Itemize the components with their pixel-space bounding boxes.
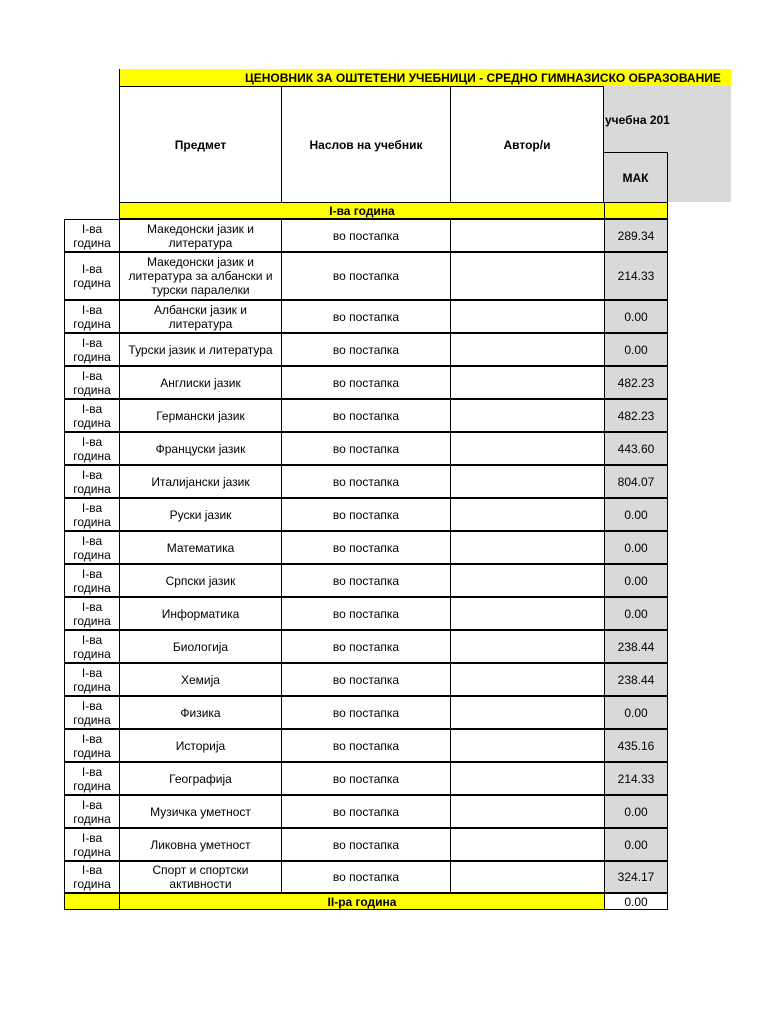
cell-price: 238.44 [604, 663, 668, 696]
cell-price: 804.07 [604, 465, 668, 498]
cell-authors [450, 597, 604, 630]
cell-year: I-ва година [64, 696, 119, 729]
cell-book-title: во постапка [281, 366, 450, 399]
cell-year: I-ва година [64, 795, 119, 828]
cell-subject: Хемија [119, 663, 281, 696]
cell-subject: Информатика [119, 597, 281, 630]
cell-authors [450, 663, 604, 696]
cell-year: I-ва година [64, 333, 119, 366]
cell-subject: Руски јазик [119, 498, 281, 531]
cell-authors [450, 219, 604, 252]
cell-year: I-ва година [64, 861, 119, 893]
cell-book-title: во постапка [281, 861, 450, 893]
cell-book-title: во постапка [281, 795, 450, 828]
cell-authors [450, 828, 604, 861]
cell-book-title: во постапка [281, 531, 450, 564]
section-row-year-1: I-ва година [119, 202, 604, 219]
header-currency-extension [668, 152, 731, 202]
cell-subject: Спорт и спортски активности [119, 861, 281, 893]
cell-price: 0.00 [604, 531, 668, 564]
cell-authors [450, 399, 604, 432]
cell-authors [450, 762, 604, 795]
cell-authors [450, 300, 604, 333]
cell-price: 435.16 [604, 729, 668, 762]
cell-year: I-ва година [64, 219, 119, 252]
cell-authors [450, 432, 604, 465]
cell-price: 482.23 [604, 399, 668, 432]
cell-price: 0.00 [604, 300, 668, 333]
cell-subject: Албански јазик и литература [119, 300, 281, 333]
cell-year: I-ва година [64, 300, 119, 333]
cell-year: I-ва година [64, 498, 119, 531]
cell-subject: Македонски јазик и литература за албански и турски паралелки [119, 252, 281, 300]
cell-price: 0.00 [604, 333, 668, 366]
cell-book-title: во постапка [281, 663, 450, 696]
cell-authors [450, 366, 604, 399]
cell-subject: Турски јазик и литература [119, 333, 281, 366]
header-school-year [604, 86, 731, 153]
cell-price: 289.34 [604, 219, 668, 252]
cell-book-title: во постапка [281, 564, 450, 597]
cell-price: 0.00 [604, 828, 668, 861]
cell-subject: Математика [119, 531, 281, 564]
cell-subject: Германски јазик [119, 399, 281, 432]
cell-authors [450, 696, 604, 729]
cell-subject: Ликовна уметност [119, 828, 281, 861]
cell-price: 0.00 [604, 795, 668, 828]
cell-subject: Географија [119, 762, 281, 795]
cell-price: 0.00 [604, 597, 668, 630]
cell-subject: Музичка уметност [119, 795, 281, 828]
cell-subject: Биологија [119, 630, 281, 663]
cell-price: 0.00 [604, 696, 668, 729]
cell-price: 0.00 [604, 564, 668, 597]
cell-year: I-ва година [64, 252, 119, 300]
cell-book-title: во постапка [281, 219, 450, 252]
cell-authors [450, 564, 604, 597]
cell-subject: Италијански јазик [119, 465, 281, 498]
cell-book-title: во постапка [281, 333, 450, 366]
cell-price: 482.23 [604, 366, 668, 399]
cell-subject: Историја [119, 729, 281, 762]
cell-authors [450, 333, 604, 366]
cell-authors [450, 531, 604, 564]
cell-book-title: во постапка [281, 630, 450, 663]
cell-year: I-ва година [64, 564, 119, 597]
cell-authors [450, 252, 604, 300]
cell-year: I-ва година [64, 663, 119, 696]
cell-subject: Македонски јазик и литература [119, 219, 281, 252]
cell-book-title: во постапка [281, 696, 450, 729]
cell-year: I-ва година [64, 465, 119, 498]
cell-authors [450, 729, 604, 762]
cell-year: I-ва година [64, 597, 119, 630]
cell-year: I-ва година [64, 729, 119, 762]
cell-book-title: во постапка [281, 399, 450, 432]
cell-book-title: во постапка [281, 762, 450, 795]
cell-year: I-ва година [64, 366, 119, 399]
table-title: ЦЕНОВНИК ЗА ОШТЕТЕНИ УЧЕБНИЦИ - СРЕДНО ГИМНАЗИСКО ОБРАЗОВАНИЕ [119, 69, 731, 86]
section-row-year-1-price [604, 202, 668, 219]
cell-authors [450, 498, 604, 531]
cell-book-title: во постапка [281, 300, 450, 333]
cell-book-title: во постапка [281, 597, 450, 630]
cell-book-title: во постапка [281, 498, 450, 531]
cell-subject: Српски јазик [119, 564, 281, 597]
cell-price: 443.60 [604, 432, 668, 465]
cell-price: 214.33 [604, 762, 668, 795]
cell-year: I-ва година [64, 531, 119, 564]
cell-year: I-ва година [64, 630, 119, 663]
cell-year: I-ва година [64, 828, 119, 861]
header-book-title: Наслов на учебник [281, 86, 450, 202]
cell-book-title: во постапка [281, 465, 450, 498]
cell-authors [450, 795, 604, 828]
header-authors: Автор/и [450, 86, 604, 202]
cell-authors [450, 861, 604, 893]
cell-subject: Англиски јазик [119, 366, 281, 399]
cell-book-title: во постапка [281, 432, 450, 465]
section-row-year-2-price: 0.00 [604, 893, 668, 910]
school-year-label: учебна 201 [605, 112, 670, 127]
header-currency: МАК [604, 152, 668, 202]
cell-price: 214.33 [604, 252, 668, 300]
cell-price: 324.17 [604, 861, 668, 893]
cell-book-title: во постапка [281, 252, 450, 300]
cell-price: 238.44 [604, 630, 668, 663]
header-subject: Предмет [119, 86, 281, 202]
cell-book-title: во постапка [281, 828, 450, 861]
cell-authors [450, 465, 604, 498]
cell-year: I-ва година [64, 762, 119, 795]
cell-book-title: во постапка [281, 729, 450, 762]
cell-authors [450, 630, 604, 663]
cell-subject: Физика [119, 696, 281, 729]
cell-subject: Француски јазик [119, 432, 281, 465]
cell-year: I-ва година [64, 399, 119, 432]
section-row-year-2: II-ра година [119, 893, 604, 910]
cell-year: I-ва година [64, 432, 119, 465]
cell-price: 0.00 [604, 498, 668, 531]
section-row-year-2-lead [64, 893, 119, 910]
